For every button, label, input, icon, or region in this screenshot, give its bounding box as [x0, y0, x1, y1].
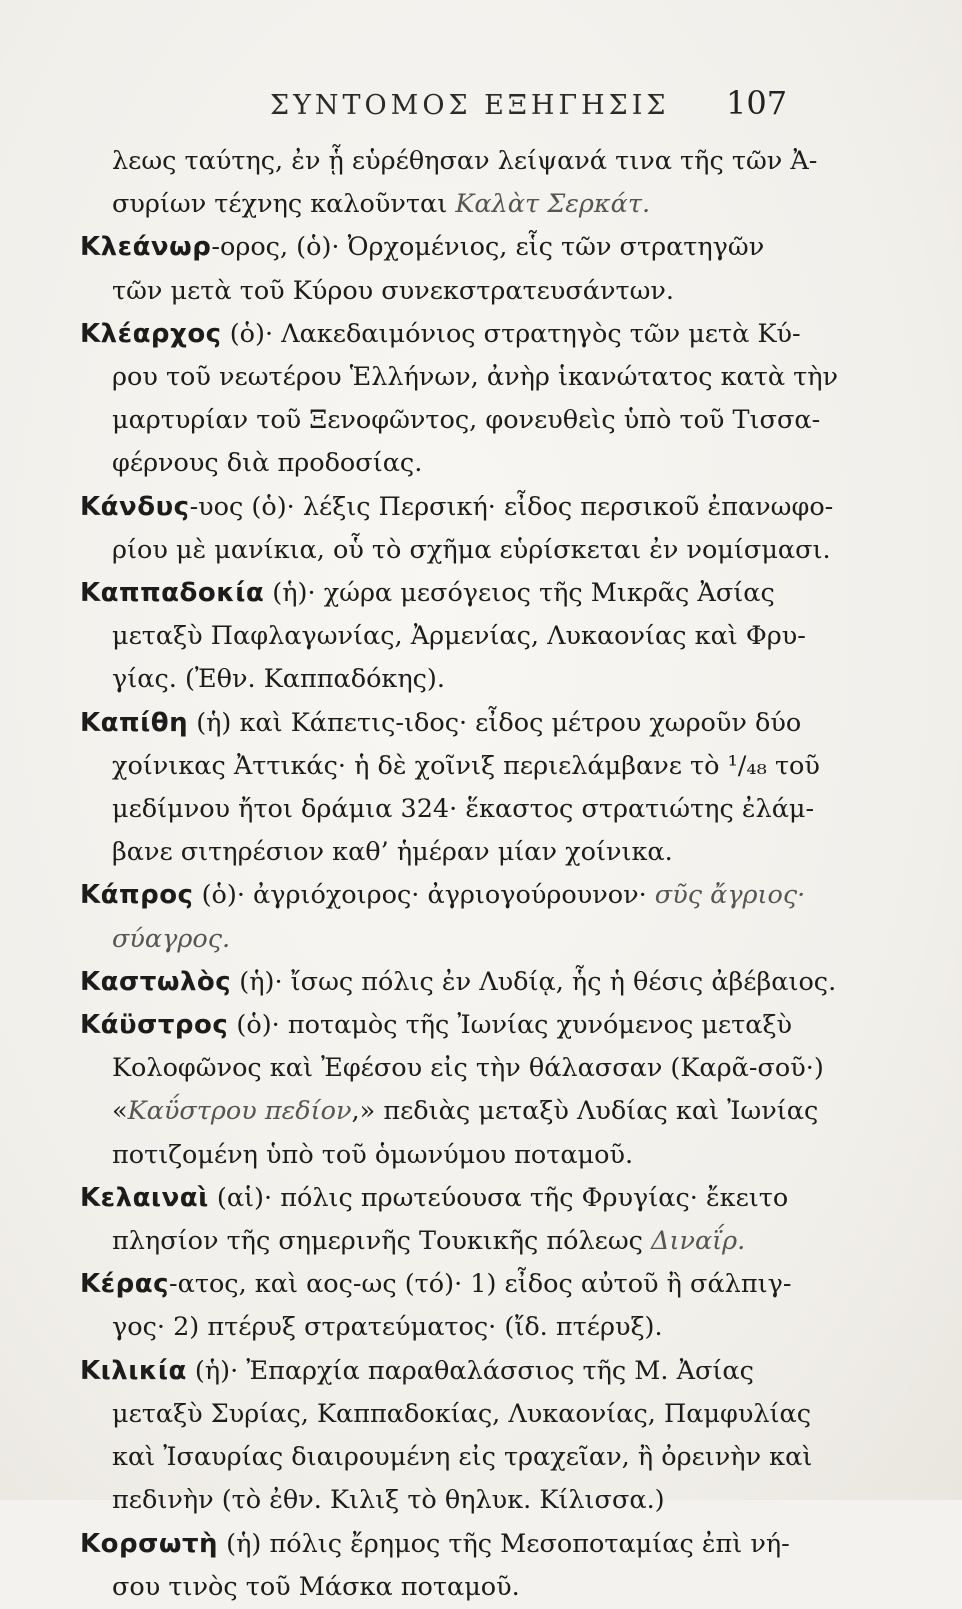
- text-run: (ὁ)· Λακεδαιμόνιος στρατηγὸς τῶν μετὰ Κύ-: [221, 318, 801, 349]
- entry-first-line: [80, 1350, 824, 1393]
- text-run: σου τινὸς τοῦ Μάσκα ποταμοῦ.: [112, 1571, 520, 1602]
- text-line: [112, 831, 824, 874]
- text-run: ρίου μὲ μανίκια, οὗ τὸ σχῆμα εὑρίσκεται ἐν νομίσμασι.: [112, 534, 831, 565]
- text-run: μεδίμνου ἤτοι δράμια 324· ἕκαστος στρατιώτης ἐλάμ-: [112, 794, 815, 825]
- dictionary-text: [80, 140, 839, 1609]
- text-run: συρίων τέχνης καλοῦνται: [112, 189, 456, 220]
- text-run: πλησίον τῆς σημερινῆς Τουκικῆς πόλεως: [112, 1226, 652, 1257]
- text-line: [112, 270, 824, 313]
- text-line: [112, 658, 824, 701]
- text-run: (ἡ)· χώρα μεσόγειος τῆς Μικρᾶς Ἀσίας: [264, 578, 775, 609]
- text-line: [112, 745, 824, 788]
- text-line: [112, 788, 824, 831]
- text-line: [112, 1479, 824, 1522]
- headword: Καππαδοκία: [80, 578, 265, 609]
- italic-text: σύαγρος.: [112, 923, 231, 954]
- entry-first-line: [80, 874, 824, 917]
- entry-first-line: [80, 226, 824, 269]
- headword: Κάϋστρος: [80, 1010, 229, 1041]
- text-run: ποτιζομένη ὑπὸ τοῦ ὁμωνύμου ποταμοῦ.: [112, 1139, 634, 1170]
- text-line: [112, 615, 824, 658]
- headword: Κλεάνωρ: [80, 232, 212, 263]
- text-run: (ἡ)· ἴσως πόλις ἐν Λυδίᾳ, ἧς ἡ θέσις ἀβέβαιος.: [231, 966, 837, 997]
- text-run: φέρνους διὰ προδοσίας.: [112, 448, 423, 479]
- entry-first-line: [80, 1004, 824, 1047]
- text-line: [112, 1393, 824, 1436]
- text-line: [112, 183, 824, 226]
- italic-text: Καΰστρου πεδίον: [127, 1096, 352, 1127]
- headword: Κορσωτὴ: [80, 1528, 219, 1559]
- text-run: λεως ταύτης, ἐν ᾗ εὑρέθησαν λείψανά τινα τῆς τῶν Ἀ-: [112, 146, 818, 176]
- text-run: -υος (ὁ)· λέξις Περσική· εἶδος περσικοῦ ἐπανωφο-: [189, 491, 834, 522]
- text-line: [112, 1090, 824, 1133]
- headword: Κέρας: [80, 1269, 170, 1300]
- italic-text: σῦς ἄγριος·: [654, 880, 806, 911]
- text-line: [112, 140, 824, 183]
- text-run: (ἡ) καὶ Κάπετις-ιδος· εἶδος μέτρου χωροῦν δύο: [188, 707, 802, 738]
- entry-first-line: [80, 313, 824, 356]
- headword: Καστωλὸς: [80, 966, 232, 997]
- text-run: (ἡ)· Ἐπαρχία παραθαλάσσιος τῆς Μ. Ἀσίας: [186, 1355, 754, 1386]
- running-head: ΣΥΝΤΟΜΟΣ ΕΞΗΓΗΣΙΣ: [270, 90, 670, 121]
- headword: Καπίθη: [80, 707, 189, 738]
- text-line: [112, 529, 831, 572]
- text-run: γίας. (Ἐθν. Καππαδόκης).: [112, 664, 445, 695]
- text-run: -ατος, καὶ αος-ως (τό)· 1) εἶδος αὐτοῦ ἢ σάλπιγ-: [169, 1269, 792, 1300]
- text-run: ,» πεδιὰς μεταξὺ Λυδίας καὶ Ἰωνίας: [351, 1096, 819, 1127]
- entry-first-line: [80, 1523, 824, 1566]
- text-run: καὶ Ἰσαυρίας διαιρουμένη εἰς τραχεῖαν, ἢ ὀρεινὴν καὶ: [112, 1442, 813, 1473]
- text-run: γος· 2) πτέρυξ στρατεύματος· (ἴδ. πτέρυξ).: [112, 1312, 663, 1343]
- headword: Κιλικία: [80, 1355, 187, 1386]
- text-line: [112, 399, 824, 442]
- text-line: [112, 1220, 824, 1263]
- headword: Κλέαρχος: [80, 318, 222, 349]
- page-number: 107: [726, 84, 788, 122]
- text-line: [112, 1436, 824, 1479]
- text-line: [112, 1306, 824, 1349]
- text-run: (ἡ) πόλις ἔρημος τῆς Μεσοποταμίας ἐπὶ νή-: [218, 1528, 790, 1559]
- text-run: (ὁ)· ποταμὸς τῆς Ἰωνίας χυνόμενος μεταξὺ: [228, 1010, 793, 1041]
- headword: Κάπρος: [80, 880, 194, 911]
- text-run: μαρτυρίαν τοῦ Ξενοφῶντος, φονευθεὶς ὑπὸ τοῦ Τισσα-: [112, 405, 821, 436]
- entry-first-line: [80, 486, 834, 529]
- text-run: ρου τοῦ νεωτέρου Ἑλλήνων, ἀνὴρ ἱκανώτατος κατὰ τὴν: [112, 362, 839, 393]
- text-line: [112, 918, 824, 961]
- text-run: μεταξὺ Παφλαγωνίας, Ἀρμενίας, Λυκαονίας καὶ Φρυ-: [112, 621, 806, 652]
- text-run: -ορος, (ὁ)· Ὀρχομένιος, εἷς τῶν στρατηγῶν: [211, 232, 765, 263]
- entry-first-line: [80, 1177, 824, 1220]
- entry-first-line: [80, 961, 837, 1004]
- italic-text: Διναΐρ.: [651, 1226, 746, 1257]
- entry-first-line: [80, 702, 824, 745]
- text-run: (ὁ)· ἀγριόχοιρος· ἀγριογούρουνον·: [193, 880, 655, 911]
- text-run: χοίνικας Ἀττικάς· ἡ δὲ χοῖνιξ περιελάμβανε τὸ ¹/₄₈ τοῦ: [112, 750, 820, 781]
- text-run: μεταξὺ Συρίας, Καππαδοκίας, Λυκαονίας, Παμφυλίας: [112, 1398, 812, 1429]
- text-line: [112, 1566, 824, 1609]
- text-run: πεδινὴν (τὸ ἐθν. Κιλιξ τὸ θηλυκ. Κίλισσα.): [112, 1485, 665, 1516]
- text-line: [112, 356, 839, 399]
- text-run: (αἱ)· πόλις πρωτεύουσα τῆς Φρυγίας· ἔκειτο: [208, 1182, 789, 1213]
- text-line: [112, 1134, 824, 1177]
- text-run: «: [112, 1096, 128, 1127]
- text-run: Κολοφῶνος καὶ Ἐφέσου εἰς τὴν θάλασσαν (Καρᾶ-σοῦ·): [112, 1053, 824, 1084]
- text-run: βανε σιτηρέσιον καθ’ ἡμέραν μίαν χοίνικα.: [112, 837, 673, 868]
- text-line: [112, 442, 824, 485]
- entry-first-line: [80, 572, 824, 615]
- entry-first-line: [80, 1263, 824, 1306]
- headword: Κελαιναὶ: [80, 1182, 209, 1213]
- text-line: [112, 1047, 824, 1090]
- text-run: τῶν μετὰ τοῦ Κύρου συνεκστρατευσάντων.: [112, 275, 675, 306]
- italic-text: Καλὰτ Σερκάτ.: [455, 189, 651, 220]
- headword: Κάνδυς: [80, 491, 190, 522]
